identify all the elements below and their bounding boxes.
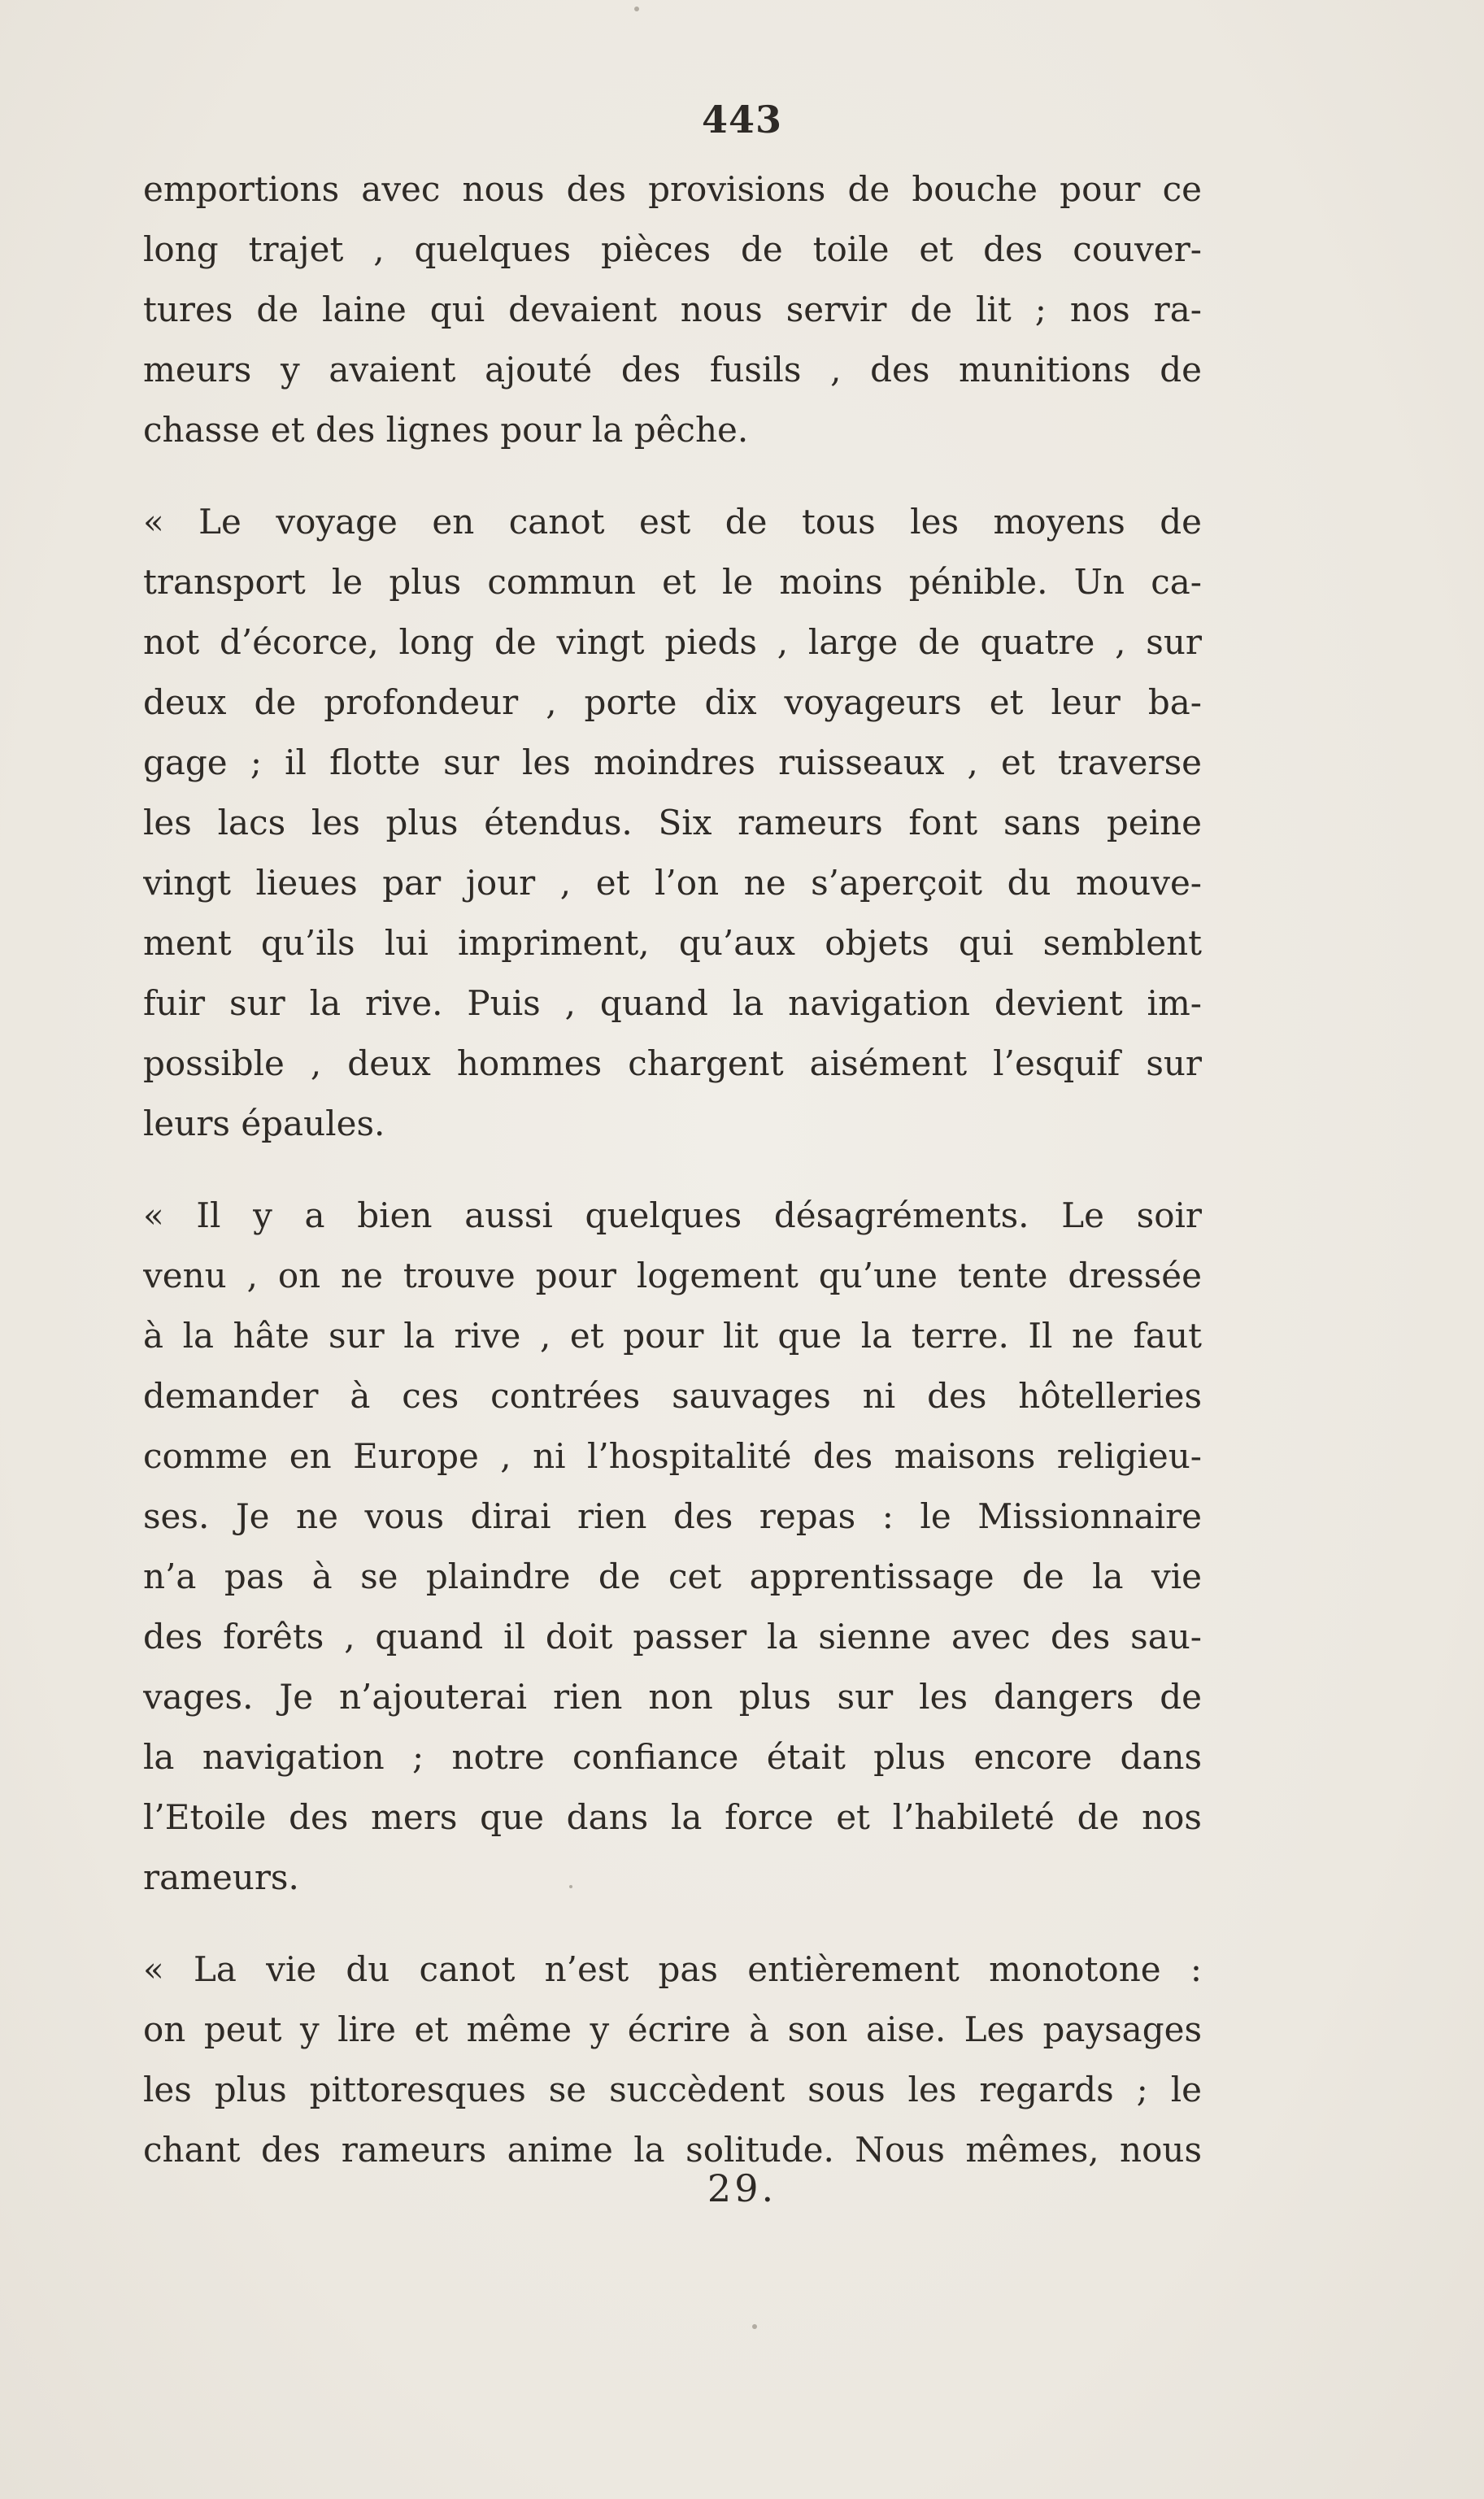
- text-line: vages. Je n’ajouterai rien non plus sur les dangers de: [143, 1677, 1202, 1717]
- text-line: les plus pittoresques se succèdent sous les regards ; le: [143, 2070, 1202, 2109]
- text-line: long trajet , quelques pièces de toile et des couver-: [143, 229, 1202, 269]
- text-line: venu , on ne trouve pour logement qu’une tente dressée: [143, 1256, 1202, 1295]
- text-line: gage ; il flotte sur les moindres ruisseaux , et traverse: [143, 742, 1202, 782]
- text-line: emportions avec nous des provisions de bouche pour ce: [143, 169, 1202, 209]
- paper-speck: [634, 7, 639, 11]
- text-line: « La vie du canot n’est pas entièrement monotone :: [143, 1949, 1202, 1989]
- paragraph-1: [143, 159, 1202, 460]
- text-line: n’a pas à se plaindre de cet apprentissage de la vie: [143, 1556, 1202, 1596]
- text-line: chant des rameurs anime la solitude. Nous mêmes, nous: [143, 2130, 1202, 2170]
- text-line: leurs épaules.: [143, 1104, 385, 1143]
- text-line: on peut y lire et même y écrire à son aise. Les paysages: [143, 2009, 1202, 2049]
- text-line: not d’écorce, long de vingt pieds , large de quatre , sur: [143, 622, 1202, 662]
- text-line: fuir sur la rive. Puis , quand la navigation devient im-: [143, 983, 1202, 1023]
- paragraph-2: [143, 492, 1202, 1154]
- text-line: des forêts , quand il doit passer la sienne avec des sau-: [143, 1617, 1202, 1657]
- text-line: rameurs.: [143, 1857, 299, 1897]
- signature-mark: 29.: [707, 2166, 777, 2210]
- paragraph-3: [143, 1186, 1202, 1908]
- page-number: 443: [701, 98, 783, 141]
- body-text: [143, 159, 1202, 2212]
- text-line: « Le voyage en canot est de tous les moyens de: [143, 502, 1202, 542]
- text-line: transport le plus commun et le moins pénible. Un ca-: [143, 562, 1202, 602]
- text-line: « Il y a bien aussi quelques désagréments. Le soir: [143, 1195, 1202, 1235]
- text-line: la navigation ; notre confiance était plus encore dans: [143, 1737, 1202, 1777]
- text-line: vingt lieues par jour , et l’on ne s’aperçoit du mouve-: [143, 863, 1202, 903]
- text-line: meurs y avaient ajouté des fusils , des munitions de: [143, 350, 1202, 390]
- paper-speck: [569, 1885, 572, 1888]
- text-line: l’Etoile des mers que dans la force et l’habileté de nos: [143, 1797, 1202, 1837]
- text-line: deux de profondeur , porte dix voyageurs et leur ba-: [143, 682, 1202, 722]
- paper-speck: [752, 2324, 757, 2329]
- text-line: ses. Je ne vous dirai rien des repas : le Missionnaire: [143, 1496, 1202, 1536]
- text-line: possible , deux hommes chargent aisément l’esquif sur: [143, 1043, 1202, 1083]
- paragraph-4: [143, 1940, 1202, 2180]
- text-line: demander à ces contrées sauvages ni des hôtelleries: [143, 1376, 1202, 1416]
- text-line: chasse et des lignes pour la pêche.: [143, 410, 749, 450]
- text-line: tures de laine qui devaient nous servir de lit ; nos ra-: [143, 290, 1202, 329]
- text-line: comme en Europe , ni l’hospitalité des maisons religieu-: [143, 1436, 1202, 1476]
- text-line: les lacs les plus étendus. Six rameurs font sans peine: [143, 803, 1202, 842]
- text-line: à la hâte sur la rive , et pour lit que la terre. Il ne faut: [143, 1316, 1202, 1356]
- text-line: ment qu’ils lui impriment, qu’aux objets qui semblent: [143, 923, 1202, 963]
